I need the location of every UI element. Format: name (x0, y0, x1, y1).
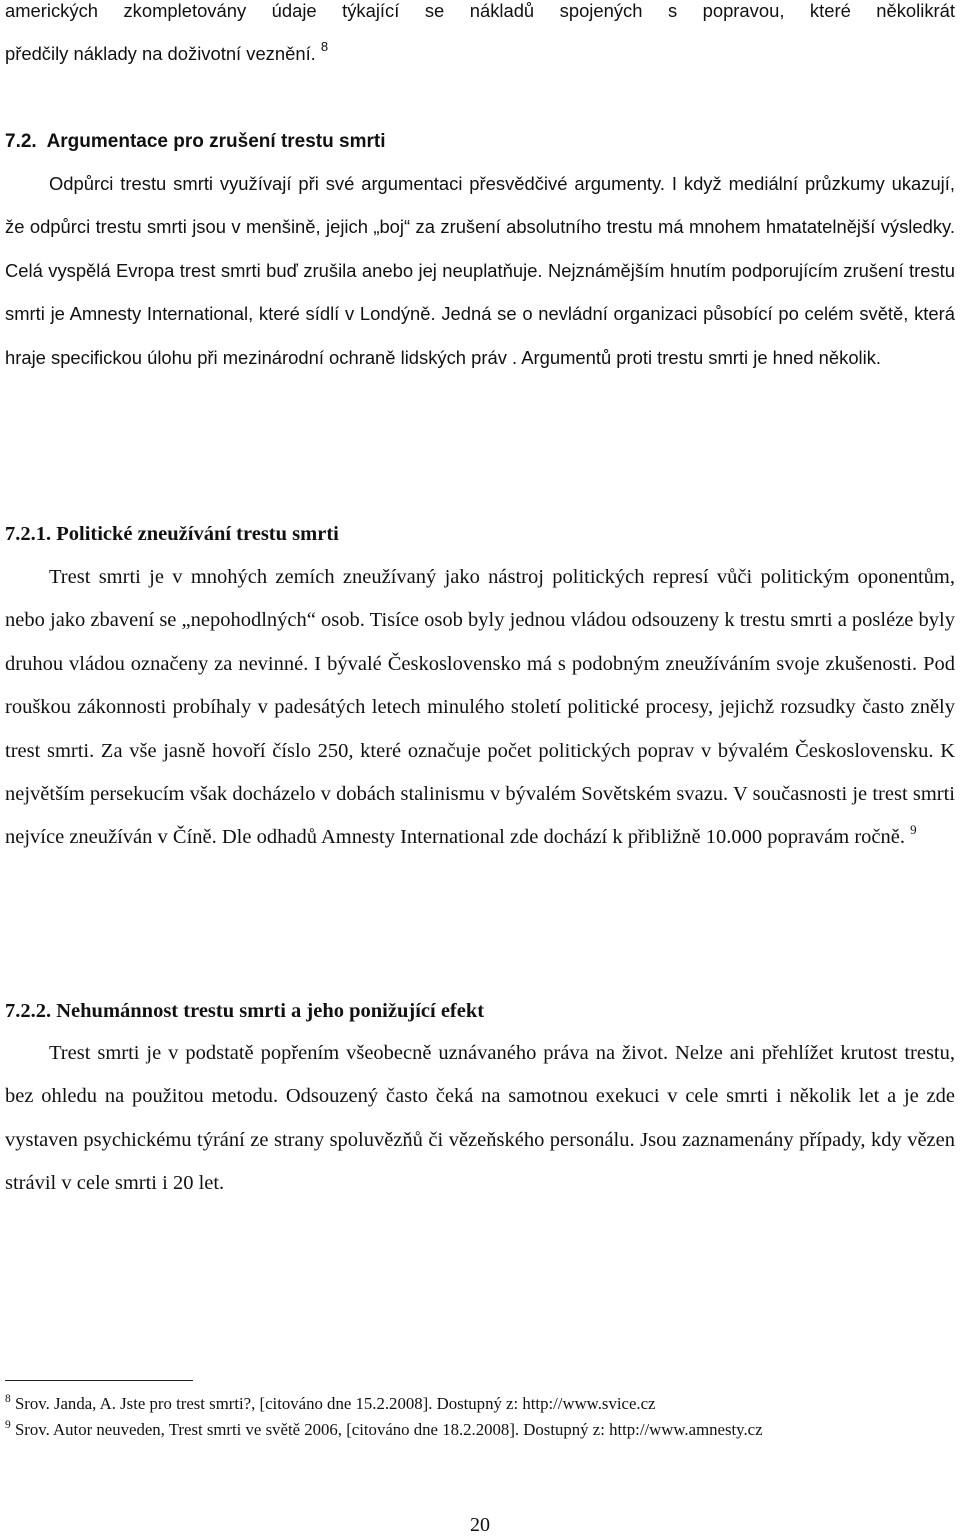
footnote-separator (5, 1380, 193, 1381)
section-number: 7.2. (5, 131, 37, 152)
section-title: Argumentace pro zrušení trestu smrti (46, 131, 386, 152)
section-title: Politické zneužívání trestu smrti (56, 523, 339, 545)
section-heading-7-2-1 (5, 521, 339, 547)
page-number: 20 (470, 1514, 490, 1536)
footnote-8 (5, 1393, 905, 1414)
section-heading-7-2 (5, 129, 385, 155)
section-heading-7-2-2 (5, 998, 484, 1024)
footnote-mark: 9 (5, 1419, 11, 1431)
footnote-text: Srov. Autor neuveden, Trest smrti ve světě 2006, [citováno dne 18.2.2008]. Dostupný z: http://www.amnesty.cz (14, 1420, 763, 1439)
footnote-mark: 8 (5, 1393, 11, 1405)
section-number: 7.2.1. (5, 523, 52, 545)
opening-line-2: předčily náklady na doživotní veznění. (5, 43, 316, 64)
opening-paragraph (5, 0, 955, 32)
opening-paragraph-end (5, 32, 955, 75)
section-title: Nehumánnost trestu smrti a jeho ponižující efekt (56, 1000, 485, 1022)
footnote-ref-9[interactable]: 9 (910, 822, 917, 838)
footnote-text: Srov. Janda, A. Jste pro trest smrti?, [citováno dne 15.2.2008]. Dostupný z: http://www.svice.cz (14, 1394, 656, 1413)
section-7-2-paragraph: Odpůrci trestu smrti využívají při své argumentaci přesvědčivé argumenty. I když mediální průzkumy ukazují, že odpůrci trestu smrti jsou v menšině, jejich „boj“ za zrušení absolutního trestu má mnohem hmatatelnější výsledky. Celá vyspělá Evropa trest smrti buď zrušila anebo jej neuplatňuje. Nejznámějším hnutím podporujícím zrušení trestu smrti je Amnesty International, které sídlí v Londýně. Jedná se o nevládní organizaci působící po celém světě, která hraje specifickou úlohu při mezinárodní ochraně lidských práv . Argumentů proti trestu smrti je hned několik. (5, 173, 955, 368)
footnote-ref-8[interactable]: 8 (320, 39, 329, 54)
opening-line-1: amerických zkompletovány údaje týkající se nákladů spojených s popravou, které několikrát (5, 0, 955, 21)
section-7-2-1-paragraph (5, 556, 955, 860)
section-number: 7.2.2. (5, 1000, 52, 1022)
section-7-2-1-text: Trest smrti je v mnohých zemích zneužívaný jako nástroj politických represí vůči politickým oponentům, nebo jako zbavení se „nepohodlných“ osob. Tisíce osob byly jednou vládou odsouzeny k trestu smrti a posléze byly druhou vládou označeny za nevinné. I bývalé Československo má s podobným zneužíváním svoje zkušenosti. Pod rouškou zákonnosti probíhaly v padesátých letech minulého století politické procesy, jejichž rozsudky často zněly trest smrti. Za vše jasně hovoří číslo 250, které označuje počet politických poprav v bývalém Československu. K největším persekucím však docházelo v dobách stalinismu v bývalém Sovětském svazu. V současnosti je trest smrti nejvíce zneužíván v Číně. Dle odhadů Amnesty International zde dochází k přibližně 10.000 popravám ročně. (5, 566, 955, 849)
footnote-9 (5, 1419, 765, 1440)
section-7-2-2-paragraph: Trest smrti je v podstatě popřením všeobecně uznávaného práva na život. Nelze ani přehlížet krutost trestu, bez ohledu na použitou metodu. Odsouzený často čeká na samotnou exekuci v cele smrti i několik let a je zde vystaven psychickému týrání ze strany spoluvězňů či vězeňského personálu. Jsou zaznamenány případy, kdy vězen strávil v cele smrti i 20 let. (5, 1042, 955, 1195)
